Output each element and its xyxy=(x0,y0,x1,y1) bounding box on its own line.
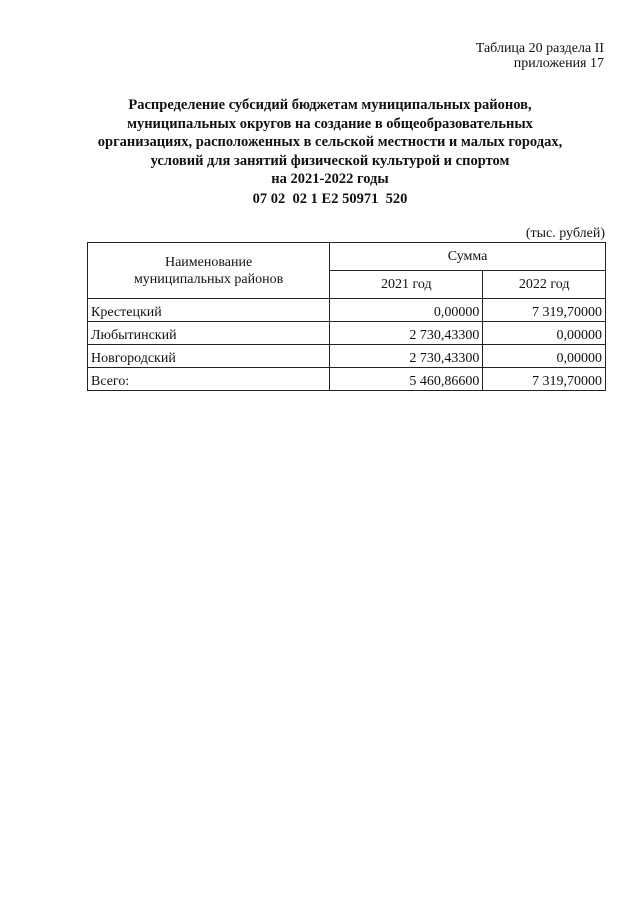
column-header-name xyxy=(88,243,330,299)
amount-2021: 0,00000 xyxy=(330,299,483,322)
title-line: муниципальных округов на создание в общеобразовательных xyxy=(127,115,533,132)
total-2021: 5 460,86600 xyxy=(330,368,483,391)
column-header-name-line2: муниципальных районов xyxy=(133,271,284,287)
amount-2021: 2 730,43300 xyxy=(330,345,483,368)
appendix-reference xyxy=(476,41,604,71)
table-header-row xyxy=(88,243,606,271)
table-number-label: Таблица 20 раздела II xyxy=(475,41,604,56)
document-title xyxy=(60,96,600,208)
appendix-number-label: приложения 17 xyxy=(513,56,604,71)
total-row xyxy=(88,368,606,391)
table-row xyxy=(88,299,606,322)
budget-classification-code: 07 02 02 1 E2 50971 520 xyxy=(252,190,408,207)
table-row xyxy=(88,322,606,345)
total-2022: 7 319,70000 xyxy=(483,368,606,391)
title-line: на 2021-2022 годы xyxy=(271,171,389,187)
district-name: Крестецкий xyxy=(88,299,330,322)
amount-2022: 0,00000 xyxy=(483,322,606,345)
amount-2022: 7 319,70000 xyxy=(483,299,606,322)
total-label: Всего: xyxy=(88,368,330,391)
district-name: Новгородский xyxy=(88,345,330,368)
amount-2022: 0,00000 xyxy=(483,345,606,368)
district-name: Любытинский xyxy=(88,322,330,345)
column-header-sum: Сумма xyxy=(330,243,606,271)
units-label: (тыс. рублей) xyxy=(525,226,605,241)
column-header-2021: 2021 год xyxy=(330,271,483,299)
column-header-2022: 2022 год xyxy=(483,271,606,299)
title-line: Распределение субсидий бюджетам муниципальных районов, xyxy=(128,97,532,113)
table-row xyxy=(88,345,606,368)
subsidy-distribution-table xyxy=(87,242,606,391)
amount-2021: 2 730,43300 xyxy=(330,322,483,345)
column-header-name-line1: Наименование xyxy=(164,254,253,270)
title-line: условий для занятий физической культурой и спортом xyxy=(150,152,510,169)
title-line: организациях, расположенных в сельской местности и малых городах, xyxy=(97,134,563,150)
